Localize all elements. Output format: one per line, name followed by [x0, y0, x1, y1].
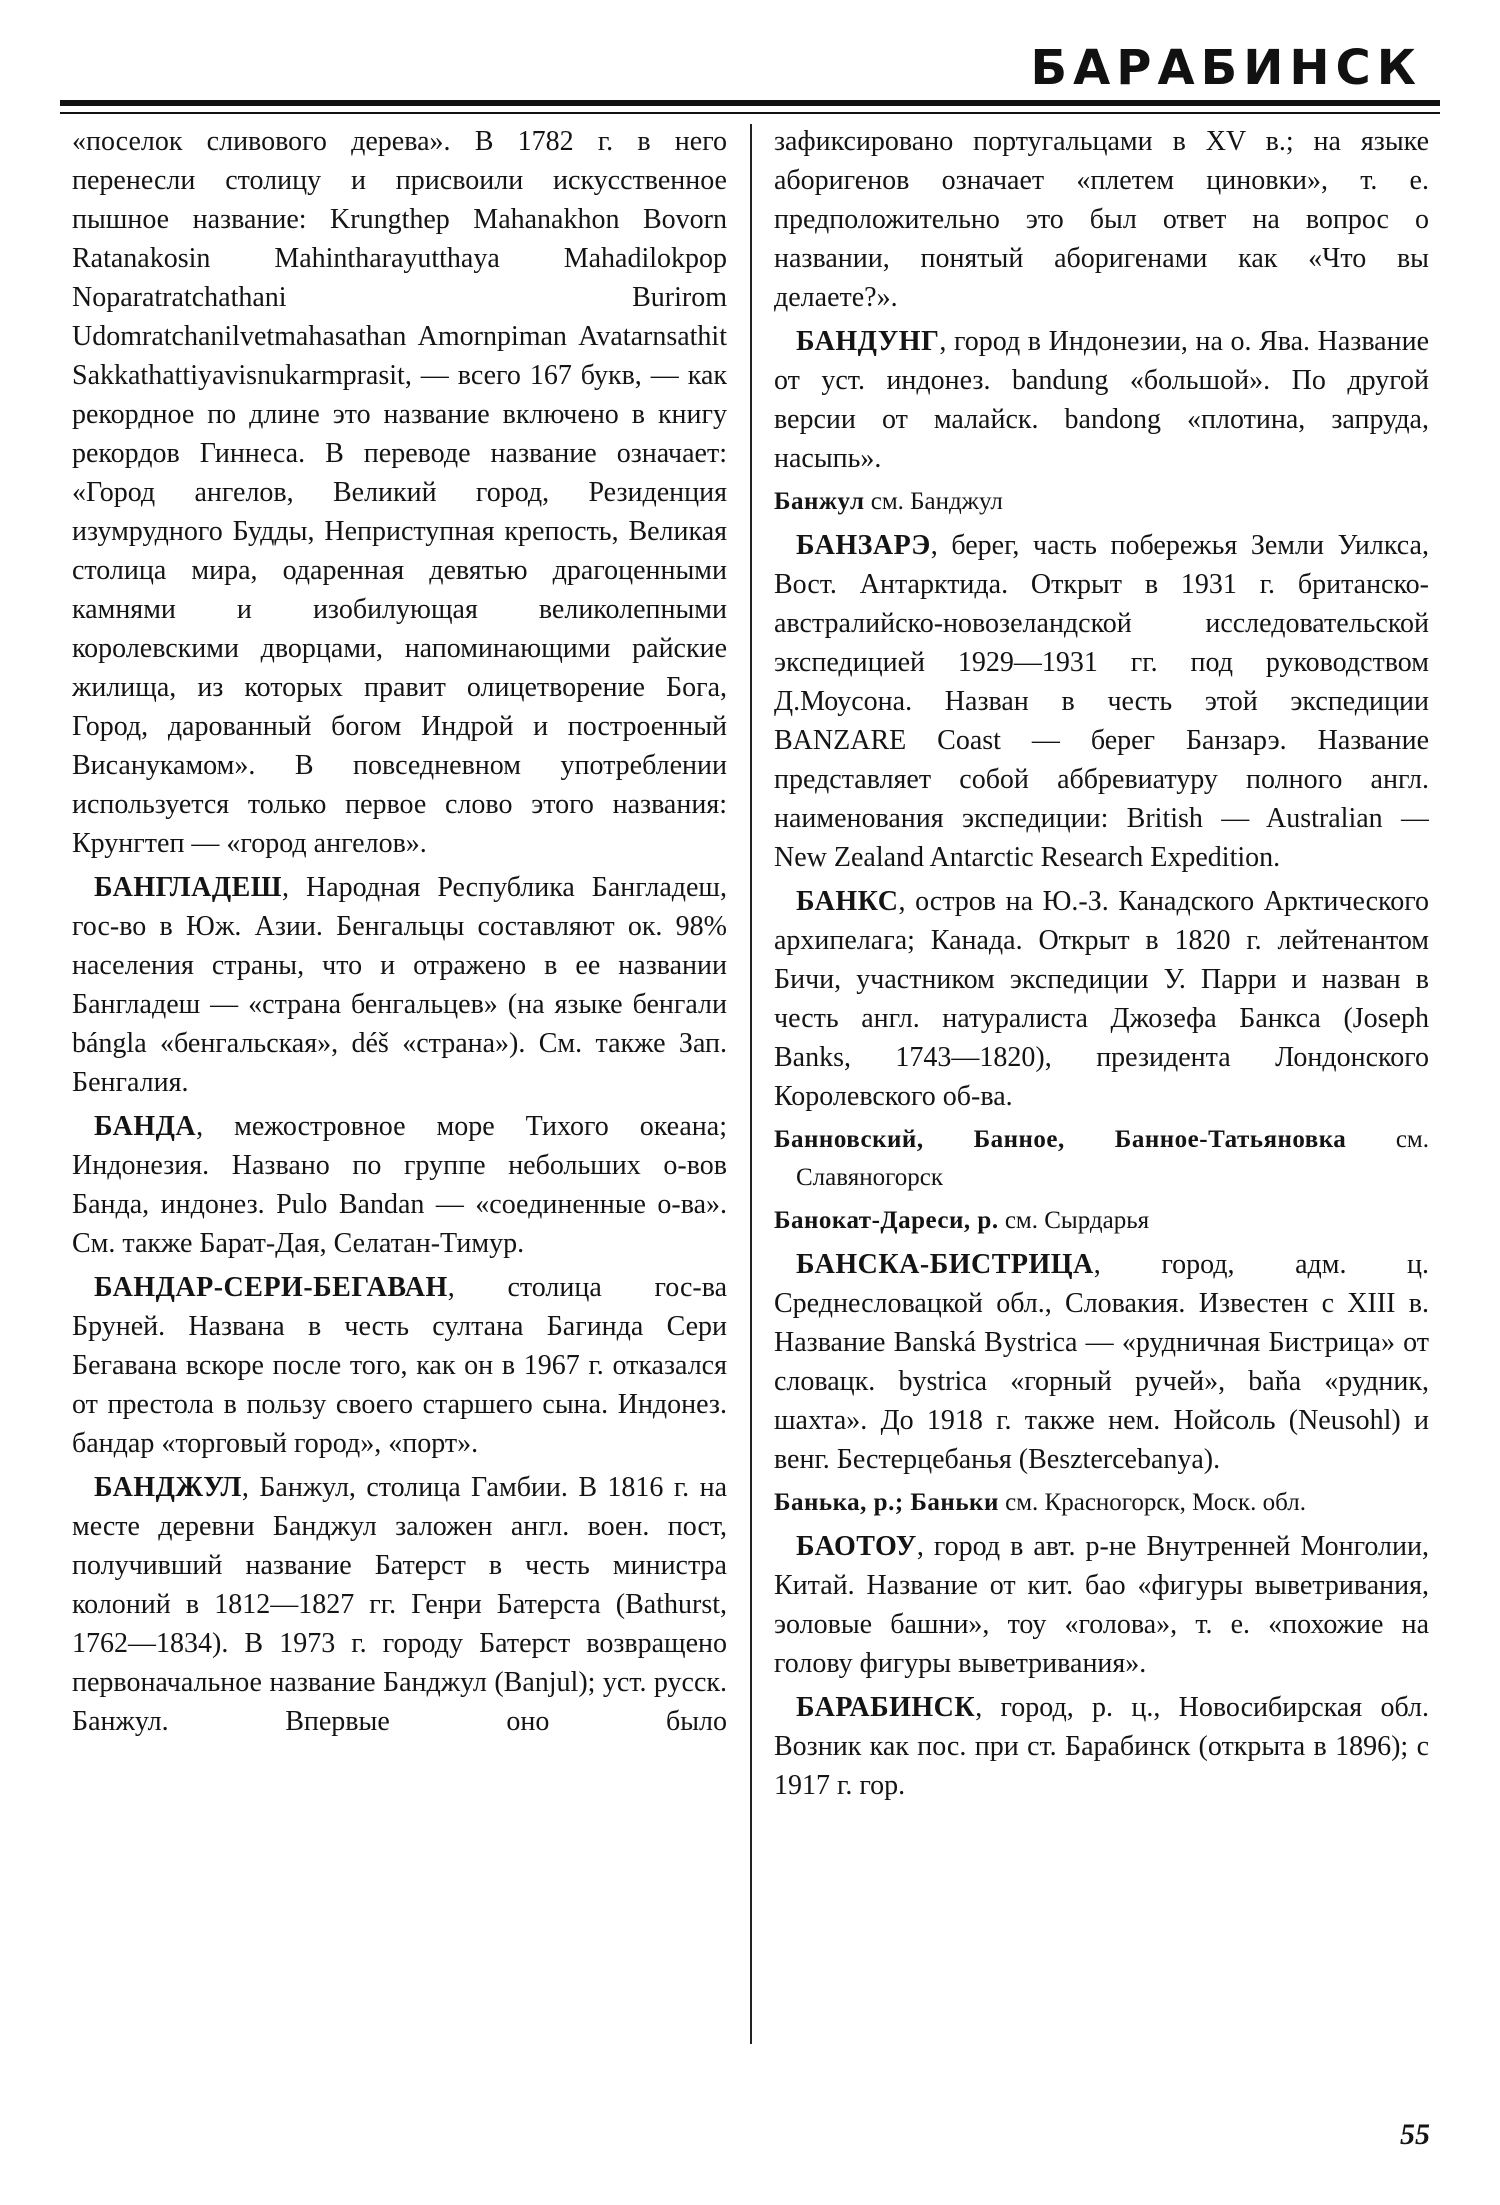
reference-headword: Банжул	[774, 488, 865, 515]
dictionary-entry	[774, 882, 1429, 1116]
entry-headword: БАНСКА-БИСТРИЦА	[796, 1249, 1094, 1280]
reference-target: см. Славяногорск	[796, 1126, 1429, 1191]
dictionary-entry	[774, 1527, 1429, 1683]
entry-text: , столица гос-ва Бруней. Названа в честь султана Багинда Сери Бегавана вскоре после того, как он в 1967 г. отказался от престола в пользу своего старшего сына. Индонез. бандар «торговый город», «порт».	[72, 1272, 727, 1459]
reference-target: см. Сырдарья	[998, 1207, 1150, 1234]
dictionary-entry	[774, 322, 1429, 478]
header-rule-thin	[60, 112, 1440, 114]
dictionary-entry	[72, 868, 727, 1102]
entry-headword: БАНДАР-СЕРИ-БЕГАВАН	[94, 1272, 448, 1303]
entry-text: , остров на Ю.-З. Канадского Арктического архипелага; Канада. Открыт в 1820 г. лейтенантом Бичи, участником экспедиции У. Парри и назван в честь англ. натуралиста Джозефа Банкса (Joseph Banks, 1743—1820), президента Лондонского Королевского об-ва.	[774, 886, 1429, 1112]
right-column	[774, 122, 1429, 2062]
entry-headword: БАРАБИНСК	[796, 1692, 976, 1723]
dictionary-entry	[774, 1245, 1429, 1479]
page-header	[60, 32, 1440, 102]
entry-headword: БАНДА	[94, 1111, 197, 1142]
dictionary-entry	[72, 1268, 727, 1463]
page-number: 55	[1400, 2118, 1430, 2151]
entry-continuation: зафиксировано португальцами в XV в.; на языке аборигенов означает «плетем циновки», т. е. предположительно это был ответ на вопрос о названии, понятый аборигенами как «Что вы делаете?».	[774, 126, 1429, 313]
entry-text: , Банжул, столица Гамбии. В 1816 г. на месте деревни Банджул заложен англ. воен. пост, получивший название Батерст в честь министра колоний в 1812—1827 гг. Генри Батерста (Bathurst, 1762—1834). В 1973 г. городу Батерст возвращено первоначальное название Банджул (Banjul); уст. русск. Банжул. Впервые оно было	[72, 1472, 727, 1737]
entry-text: , берег, часть побережья Земли Уилкса, Вост. Антарктида. Открыт в 1931 г. британско-австралийско-новозеландской исследовательской экспедицией 1929—1931 гг. под руководством Д.Моусона. Назван в честь этой экспедиции BANZARE Coast — берег Банзарэ. Название представляет собой аббревиатуру полного англ. наименования экспедиции: British — Australian — New Zealand Antarctic Research Expedition.	[774, 530, 1429, 873]
reference-headword: Банокат-Дареси, р.	[774, 1207, 999, 1234]
entry-text: , Народная Республика Бангладеш, гос-во в Юж. Азии. Бенгальцы составляют ок. 98% населения страны, что и отражено в ее названии Бангладеш — «страна бенгальцев» (на языке бенгали bángla «бенгальская», déš «страна»). См. также Зап. Бенгалия.	[72, 872, 727, 1098]
entry-headword: БАНКС	[796, 886, 899, 917]
header-rule	[60, 100, 1440, 106]
column-divider	[750, 124, 752, 2044]
cross-reference	[774, 483, 1429, 521]
reference-target: см. Красногорск, Моск. обл.	[998, 1489, 1306, 1516]
entry-headword: БАНЗАРЭ	[796, 530, 931, 561]
reference-headword: Банновский, Банное, Банное-Татьяновка	[774, 1126, 1347, 1153]
reference-target: см. Банджул	[864, 488, 1003, 515]
entry-headword: БАНГЛАДЕШ	[94, 872, 283, 903]
entry-text: , город в Индонезии, на о. Ява. Название от уст. индонез. bandung «большой». По другой версии от малайск. bandong «плотина, запруда, насыпь».	[774, 326, 1429, 474]
entry-text: , город, адм. ц. Среднесловацкой обл., Словакия. Известен с XIII в. Название Banská Bystrica — «рудничная Бистрица» от словацк. bystrica «горный ручей», baňa «рудник, шахта». До 1918 г. также нем. Нойсоль (Neusohl) и венг. Бестерцебанья (Besztercebanya).	[774, 1249, 1429, 1475]
cross-reference	[774, 1484, 1429, 1522]
dictionary-entry	[774, 1688, 1429, 1805]
entry-headword: БАОТОУ	[796, 1531, 917, 1562]
entry-text: , межостровное море Тихого океана; Индонезия. Названо по группе небольших о-вов Банда, индонез. Pulo Bandan — «соединенные о-ва». См. также Барат-Дая, Селатан-Тимур.	[72, 1111, 727, 1259]
entry-headword: БАНДЖУЛ	[94, 1472, 242, 1503]
dictionary-entry	[72, 1468, 727, 1741]
reference-headword: Банька, р.; Баньки	[774, 1489, 999, 1516]
entry-headword: БАНДУНГ	[796, 326, 940, 357]
entry-text: , город в авт. р-не Внутренней Монголии, Китай. Название от кит. бао «фигуры выветривания, эоловые башни», тоу «голова», т. е. «похожие на голову фигуры выветривания».	[774, 1531, 1429, 1679]
dictionary-entry	[774, 526, 1429, 877]
running-head: БАРАБИНСК	[1030, 40, 1422, 96]
left-column	[72, 122, 727, 2062]
cross-reference	[774, 1121, 1429, 1197]
cross-reference	[774, 1202, 1429, 1240]
entry-continuation: «поселок сливового дерева». В 1782 г. в него перенесли столицу и присвоили искусственное пышное название: Krungthep Mahanakhon Bovorn Ratanakosin Mahintharayutthaya Mahadilokpop Noparatratchathani Burirom Udomratchanilvetmahasathan Amornpiman Avatarnsathit Sakkathattiyavisnukarmprasit, — всего 167 букв, — как рекордное по длине это название включено в книгу рекордов Гиннеса. В переводе название означает: «Город ангелов, Великий город, Резиденция изумрудного Будды, Неприступная крепость, Великая столица мира, одаренная девятью драгоценными камнями и изобилующая великолепными королевскими дворцами, напоминающими райские жилища, из которых правит олицетворение Бога, Город, дарованный богом Индрой и построенный Висанукамом». В повседневном употреблении используется только первое слово этого названия: Крунгтеп — «город ангелов».	[72, 126, 727, 859]
entry-text: , город, р. ц., Новосибирская обл. Возник как пос. при ст. Барабинск (открыта в 1896); с 1917 г. гор.	[774, 1692, 1429, 1801]
dictionary-entry	[72, 1107, 727, 1263]
